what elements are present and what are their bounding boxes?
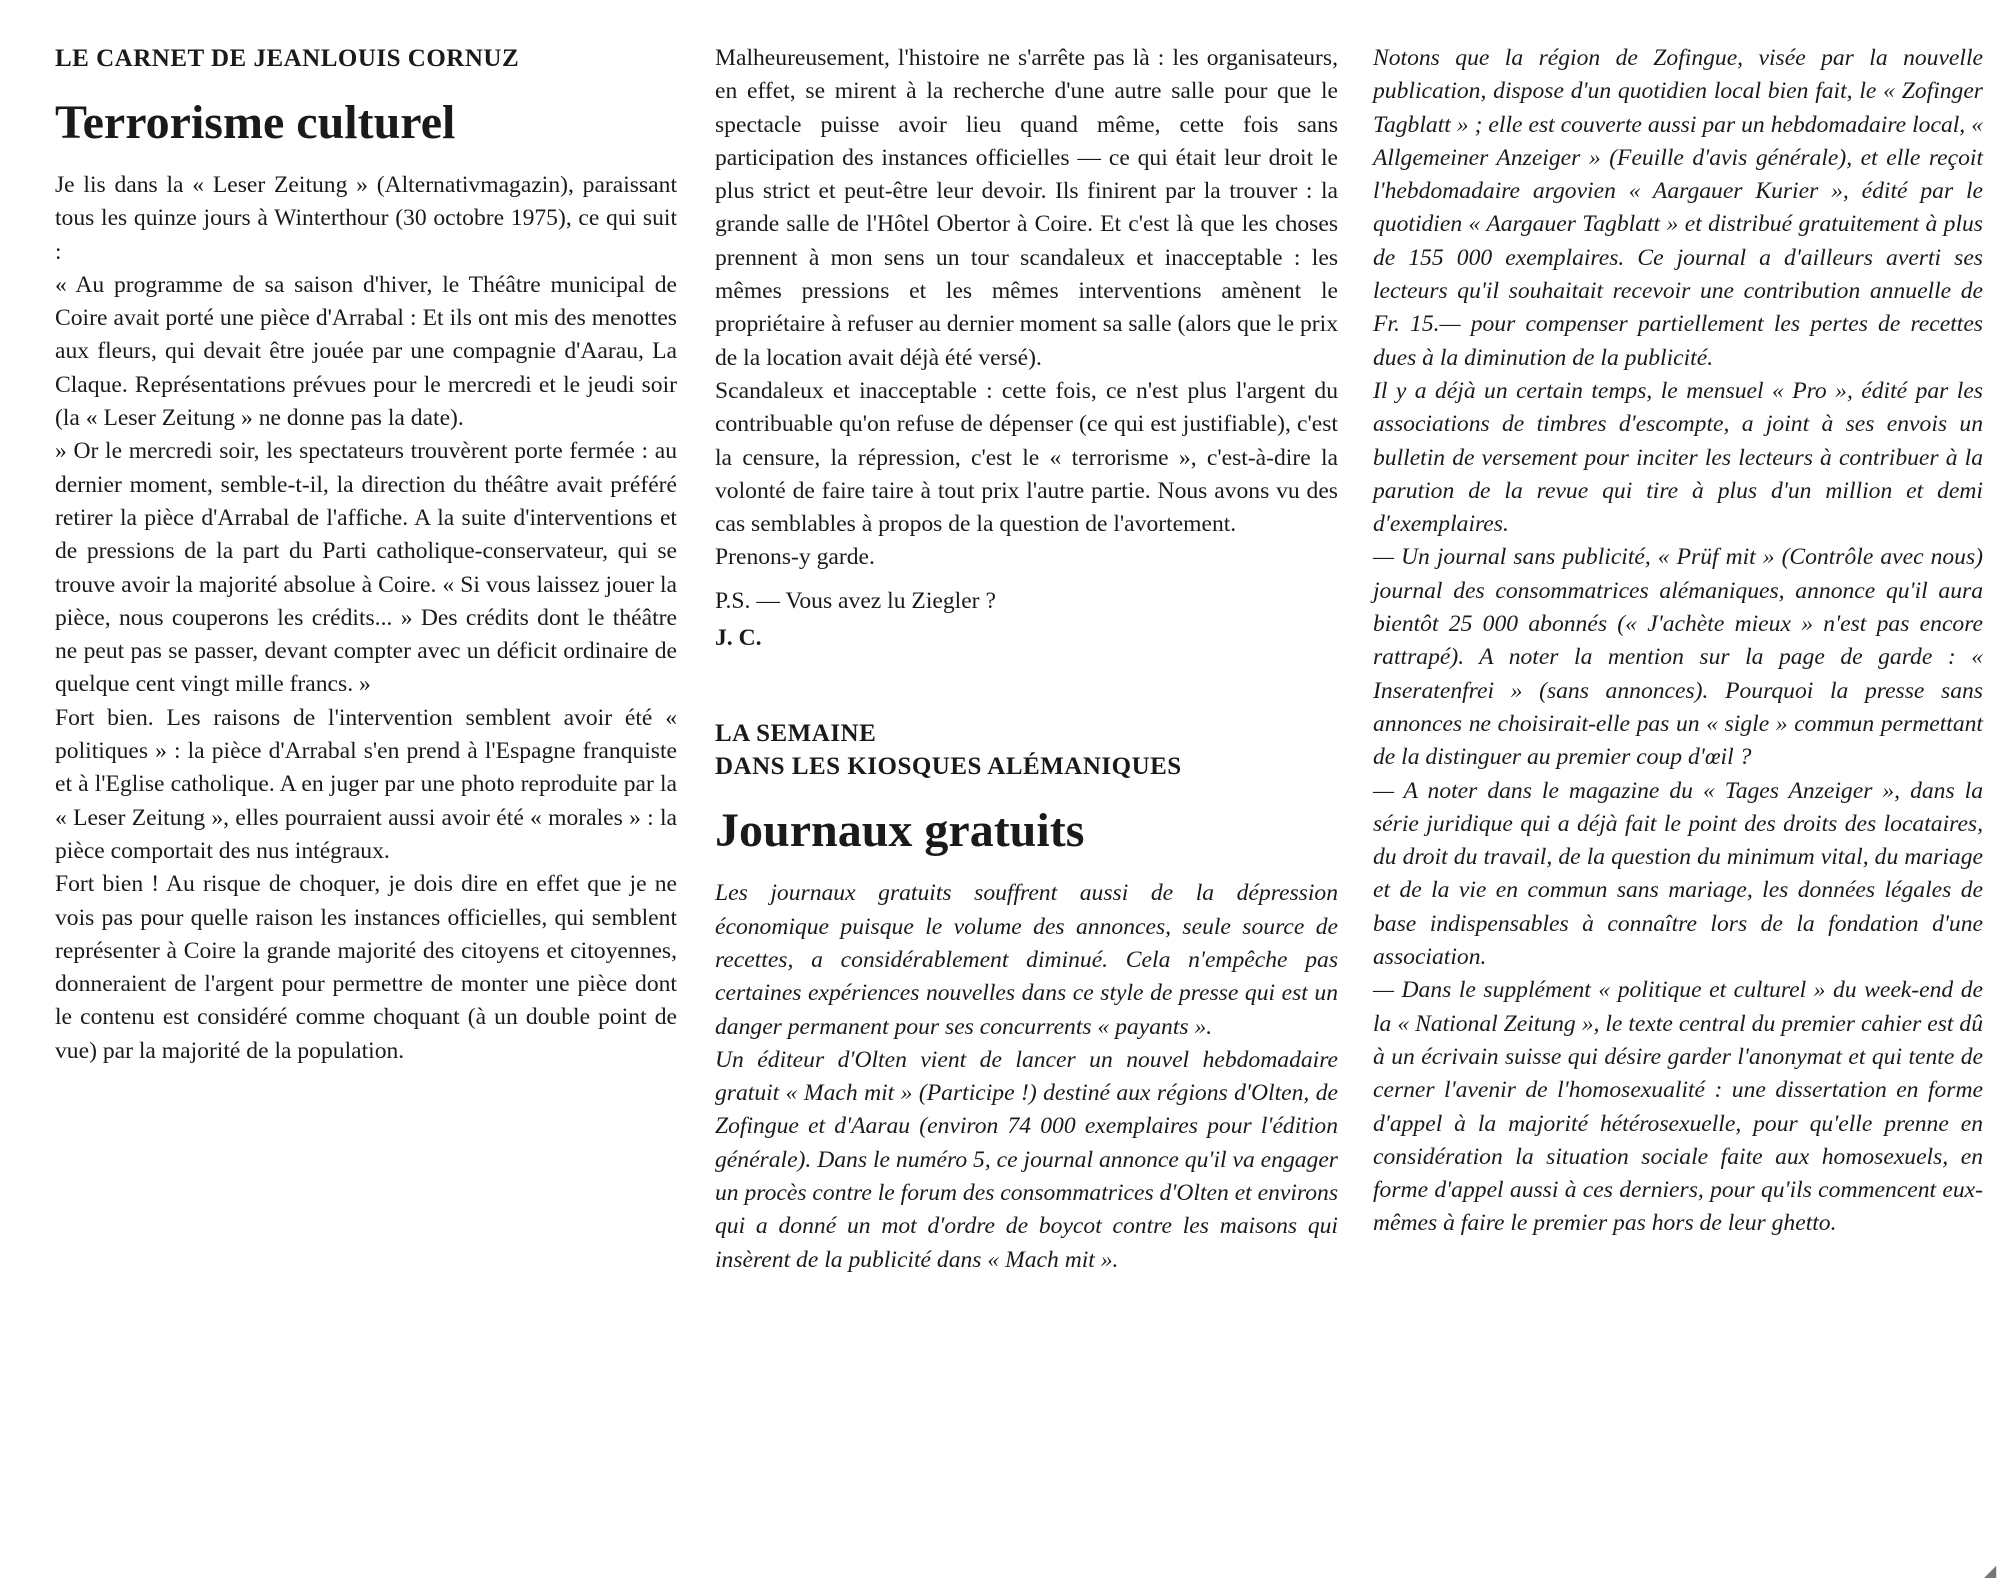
article2-paragraph: Un éditeur d'Olten vient de lancer un nouvel hebdomadaire gratuit « Mach mit » (Participe !) destiné aux régions d'Olten, de Zofingue et d'Aarau (environ 74 000 exemplaires pour l'édition générale). Dans le numéro 5, ce journal annonce qu'il va engager un procès contre le forum des consommatrices d'Olten et environs qui a donné un mot d'ordre de boycot contre les maisons qui insèrent de la publicité dans « Mach mit ». [715,1046,1338,1273]
column-1 [55,42,677,1068]
article1-kicker: LE CARNET DE JEANLOUIS CORNUZ [55,45,520,72]
article1-body-part2 [715,42,1338,655]
article2-kicker-line2: DANS LES KIOSQUES ALÉMANIQUES [715,753,1182,781]
article2-headline: Journaux gratuits [715,804,1085,858]
article1-paragraph: Scandaleux et inacceptable : cette fois, ce n'est plus l'argent du contribuable qu'on refuse de dépenser (ce qui est justifiable), c'est la censure, la répression, c'est le « terrorisme », c'est-à-dire la volonté de faire taire à tout prix l'autre partie. Nous avons vu des cas semblables à propos de la question de l'avortement. [715,377,1338,538]
article1-paragraph: » Or le mercredi soir, les spectateurs trouvèrent porte fermée : au dernier moment, semble-t-il, la direction du théâtre avait préféré retirer la pièce d'Arrabal de l'affiche. A la suite d'interventions et de pressions de la part du Parti catholique-conservateur, qui se trouve avoir la majorité absolue à Coire. « Si vous laissez jouer la pièce, nous couperons les crédits... » Des crédits dont le théâtre ne peut pas se passer, devant compter avec un déficit ordinaire de quelque cent vingt mille francs. » [55,438,677,698]
article1-paragraph: Prenons-y garde. [715,544,875,571]
article1-headline: Terrorisme culturel [55,96,456,149]
article1-paragraph: Malheureusement, l'histoire ne s'arrête pas là : les organisateurs, en effet, se mirent à la recherche d'une autre salle pour que le spectacle puisse avoir lieu quand même, cette fois sans participation des instances officielles — ce qui était leur droit le plus strict et peut-être leur devoir. Ils finirent par la trouver : la grande salle de l'Hôtel Obertor à Coire. Et c'est là que les choses prennent à mon sens un tour scandaleux et inacceptable : les mêmes pressions et les mêmes interventions amènent le propriétaire à refuser au dernier moment sa salle (alors que le prix de la location avait déjà été versé). [715,45,1338,371]
article2-paragraph: Notons que la région de Zofingue, visée par la nouvelle publication, dispose d'un quotidien local bien fait, le « Zofinger Tagblatt » ; elle est couverte aussi par un hebdomadaire local, « Allgemeiner Anzeiger » (Feuille d'avis générale), et elle reçoit l'hebdomadaire argovien « Aargauer Kurier », édité par le quotidien « Aargauer Tagblatt » et distribué gratuitement à plus de 155 000 exemplaires. Ce journal a d'ailleurs averti ses lecteurs qu'il souhaitait recevoir une contribution annuelle de Fr. 15.— pour compenser partiellement les pertes de recettes dues à la diminution de la publicité. [1373,45,1983,371]
article2-kicker-line1: LA SEMAINE [715,720,877,748]
article2-paragraph: — Un journal sans publicité, « Prüf mit » (Contrôle avec nous) journal des consommatrices alémaniques, annonce qu'il aura bientôt 25 000 abonnés (« J'achète mieux » n'est pas encore rattrapé). A noter la mention sur la page de garde : « Inseratenfrei » (sans annonces). Pourquoi la presse sans annonces ne choisirait-elle pas un « sigle » commun permettant de la distinguer au premier coup d'œil ? [1373,544,1983,771]
article1-signature: J. C. [715,625,762,652]
article2-paragraph: — Dans le supplément « politique et culturel » du week-end de la « National Zeitung », le texte central du premier cahier est dû à un écrivain suisse qui désire garder l'anonymat et qui tente de cerner l'avenir de l'homosexualité : une dissertation en forme d'appel à la majorité hétérosexuelle, pour qu'elle prenne en considération la situation sociale faite aux homosexuels, en forme d'appel aussi à ces derniers, pour qu'ils commencent eux-mêmes à faire le premier pas hors de leur ghetto. [1373,977,1983,1237]
article2-body-part2 [1373,42,1983,1241]
article1-postscript: P.S. — Vous avez lu Ziegler ? [715,587,996,614]
article1-paragraph: Je lis dans la « Leser Zeitung » (Alternativmagazin), paraissant tous les quinze jours à Winterthour (30 octobre 1975), ce qui suit : [55,172,677,265]
article1-body-part1 [55,169,677,1068]
article2-body-part1 [715,877,1338,1277]
article1-paragraph: Fort bien ! Au risque de choquer, je dois dire en effet que je ne vois pas pour quelle raison les instances officielles, qui semblent représenter à Coire la grande majorité des citoyens et citoyennes, donneraient de l'argent pour permettre de monter une pièce dont le contenu est considéré comme choquant (à un double point de vue) par la majorité de la population. [55,871,677,1064]
article2-header [715,717,1338,859]
column-2 [715,42,1338,1277]
article2-paragraph: Les journaux gratuits souffrent aussi de la dépression économique puisque le volume des annonces, seule source de recettes, a considérablement diminué. Cela n'empêche pas certaines expériences nouvelles dans ce style de presse qui est un danger permanent pour ses concurrents « payants ». [715,880,1338,1040]
article2-paragraph: Il y a déjà un certain temps, le mensuel « Pro », édité par les associations de timbres d'escompte, a joint à ses envois un bulletin de versement pour inciter les lecteurs à contribuer à la parution de la revue qui tire à plus d'un million et demi d'exemplaires. [1373,377,1983,538]
resize-grip-icon: ◢ [1984,1561,1997,1580]
article1-paragraph: Fort bien. Les raisons de l'intervention semblent avoir été « politiques » : la pièce d'Arrabal s'en prend à l'Espagne franquiste et à l'Eglise catholique. A en juger par une photo reproduite par la « Leser Zeitung », elles pourraient aussi avoir été « morales » : la pièce comportait des nus intégraux. [55,704,677,864]
article2-paragraph: — A noter dans le magazine du « Tages Anzeiger », dans la série juridique qui a déjà fait le point des droits des locataires, du droit du travail, de la question du minimum vital, du mariage et de la vie en commun sans mariage, les données légales de base indispensables à connaître lors de la fondation d'une association. [1373,777,1983,971]
article1-paragraph: « Au programme de sa saison d'hiver, le Théâtre municipal de Coire avait porté une pièce d'Arrabal : Et ils ont mis des menottes aux fleurs, qui devait être jouée par une compagnie d'Aarau, La Claque. Représentations prévues pour le mercredi et le jeudi soir (la « Leser Zeitung » ne donne pas la date). [55,271,677,432]
column-3 [1373,42,1983,1241]
